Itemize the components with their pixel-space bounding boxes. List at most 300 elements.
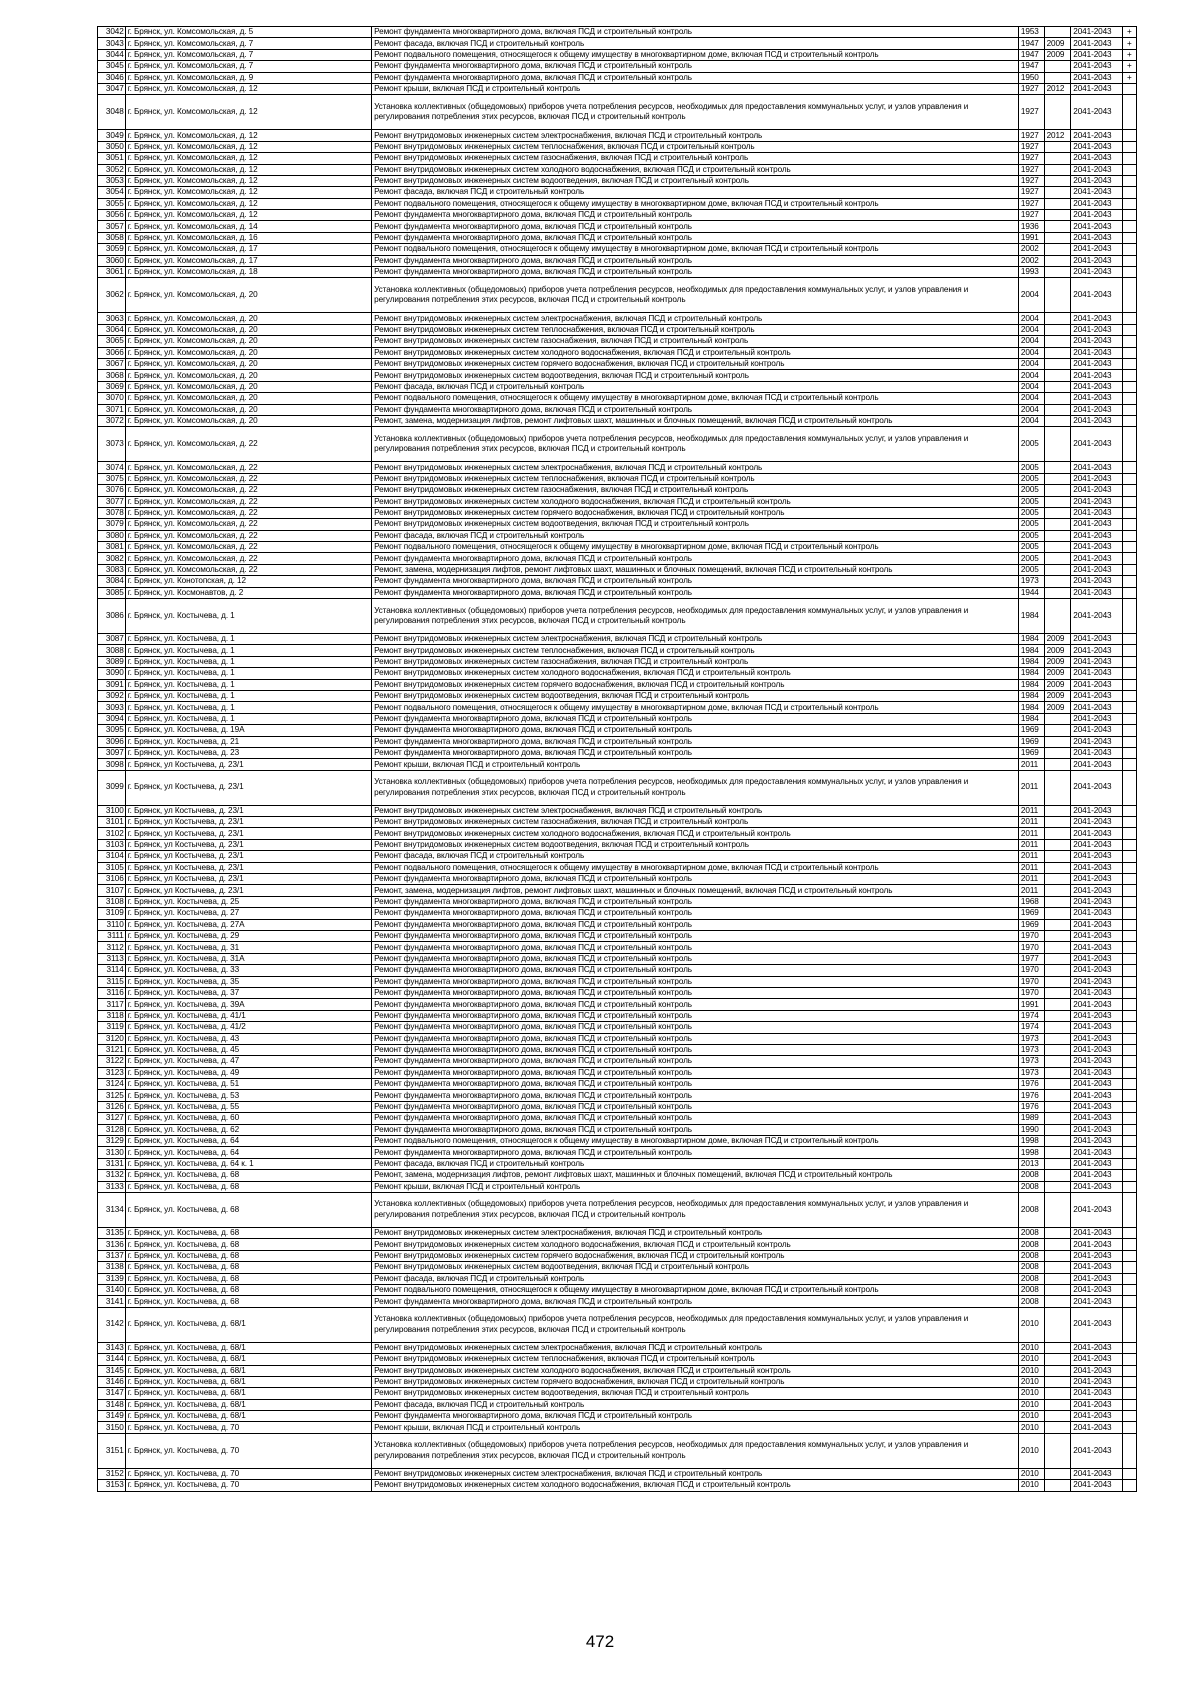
- address-cell: г. Брянск, ул. Костычева, д. 68/1: [125, 1376, 371, 1387]
- year-built-cell: 2004: [1018, 404, 1044, 415]
- row-number-cell: 3076: [98, 485, 126, 496]
- address-cell: г. Брянск, ул. Космонавтов, д. 2: [125, 587, 371, 598]
- work-type-cell: Ремонт фасада, включая ПСД и строительный контроль: [372, 1158, 1019, 1169]
- mark-cell: [1122, 759, 1136, 770]
- table-row: [98, 370, 1137, 381]
- year-built-cell: 1984: [1018, 599, 1044, 634]
- address-cell: г. Брянск, ул Костычева, д. 23/1: [125, 805, 371, 816]
- table-row: [98, 999, 1137, 1010]
- row-number-cell: 3087: [98, 634, 126, 645]
- row-number-cell: 3123: [98, 1067, 126, 1078]
- planned-period-cell: 2041-2043: [1071, 141, 1122, 152]
- address-cell: г. Брянск, ул. Костычева, д. 70: [125, 1433, 371, 1468]
- year-built-cell: 2004: [1018, 347, 1044, 358]
- planned-period-cell: 2041-2043: [1071, 702, 1122, 713]
- work-type-cell: Ремонт фундамента многоквартирного дома, включая ПСД и строительный контроль: [372, 919, 1019, 930]
- mark-cell: [1122, 587, 1136, 598]
- row-number-cell: 3114: [98, 965, 126, 976]
- year-built-cell: 2004: [1018, 381, 1044, 392]
- last-repair-year-cell: 2009: [1044, 679, 1071, 690]
- table-row: [98, 198, 1137, 209]
- planned-period-cell: 2041-2043: [1071, 530, 1122, 541]
- planned-period-cell: 2041-2043: [1071, 1044, 1122, 1055]
- last-repair-year-cell: [1044, 1044, 1071, 1055]
- row-number-cell: 3111: [98, 931, 126, 942]
- row-number-cell: 3105: [98, 862, 126, 873]
- mark-cell: [1122, 965, 1136, 976]
- year-built-cell: 2008: [1018, 1181, 1044, 1192]
- row-number-cell: 3103: [98, 839, 126, 850]
- row-number-cell: 3084: [98, 576, 126, 587]
- table-row: [98, 1273, 1137, 1284]
- planned-period-cell: 2041-2043: [1071, 267, 1122, 278]
- work-type-cell: Ремонт фундамента многоквартирного дома, включая ПСД и строительный контроль: [372, 210, 1019, 221]
- row-number-cell: 3147: [98, 1388, 126, 1399]
- address-cell: г. Брянск, ул. Костычева, д. 68/1: [125, 1388, 371, 1399]
- table-row: [98, 267, 1137, 278]
- last-repair-year-cell: [1044, 347, 1071, 358]
- row-number-cell: 3146: [98, 1376, 126, 1387]
- mark-cell: [1122, 232, 1136, 243]
- year-built-cell: 2005: [1018, 485, 1044, 496]
- last-repair-year-cell: [1044, 1284, 1071, 1295]
- address-cell: г. Брянск, ул. Комсомольская, д. 20: [125, 358, 371, 369]
- year-built-cell: 2005: [1018, 542, 1044, 553]
- mark-cell: [1122, 1480, 1136, 1491]
- work-type-cell: Ремонт подвального помещения, относящегося к общему имуществу в многоквартирном доме, включая ПСД и строительный контроль: [372, 49, 1019, 60]
- mark-cell: +: [1122, 38, 1136, 49]
- last-repair-year-cell: [1044, 153, 1071, 164]
- last-repair-year-cell: [1044, 736, 1071, 747]
- mark-cell: [1122, 931, 1136, 942]
- work-type-cell: Ремонт крыши, включая ПСД и строительный контроль: [372, 759, 1019, 770]
- table-row: [98, 1158, 1137, 1169]
- work-type-cell: Ремонт внутридомовых инженерных систем газоснабжения, включая ПСД и строительный контроль: [372, 336, 1019, 347]
- year-built-cell: 1989: [1018, 1113, 1044, 1124]
- work-type-cell: Ремонт внутридомовых инженерных систем горячего водоснабжения, включая ПСД и строительный контроль: [372, 1250, 1019, 1261]
- address-cell: г. Брянск, ул Костычева, д. 23/1: [125, 759, 371, 770]
- work-type-cell: Ремонт фундамента многоквартирного дома, включая ПСД и строительный контроль: [372, 1044, 1019, 1055]
- mark-cell: [1122, 1067, 1136, 1078]
- mark-cell: [1122, 987, 1136, 998]
- row-number-cell: 3046: [98, 72, 126, 83]
- row-number-cell: 3059: [98, 244, 126, 255]
- row-number-cell: 3133: [98, 1181, 126, 1192]
- mark-cell: [1122, 942, 1136, 953]
- work-type-cell: Ремонт фундамента многоквартирного дома, включая ПСД и строительный контроль: [372, 713, 1019, 724]
- row-number-cell: 3099: [98, 770, 126, 805]
- row-number-cell: 3089: [98, 656, 126, 667]
- table-row: [98, 1010, 1137, 1021]
- mark-cell: [1122, 83, 1136, 94]
- work-type-cell: Ремонт внутридомовых инженерных систем горячего водоснабжения, включая ПСД и строительный контроль: [372, 679, 1019, 690]
- address-cell: г. Брянск, ул. Костычева, д. 1: [125, 702, 371, 713]
- last-repair-year-cell: [1044, 27, 1071, 38]
- row-number-cell: 3106: [98, 874, 126, 885]
- mark-cell: [1122, 725, 1136, 736]
- planned-period-cell: 2041-2043: [1071, 415, 1122, 426]
- mark-cell: [1122, 1239, 1136, 1250]
- planned-period-cell: 2041-2043: [1071, 1010, 1122, 1021]
- planned-period-cell: 2041-2043: [1071, 1192, 1122, 1227]
- last-repair-year-cell: [1044, 1158, 1071, 1169]
- last-repair-year-cell: [1044, 278, 1071, 313]
- row-number-cell: 3149: [98, 1411, 126, 1422]
- work-type-cell: Ремонт подвального помещения, относящегося к общему имуществу в многоквартирном доме, включая ПСД и строительный контроль: [372, 1284, 1019, 1295]
- last-repair-year-cell: [1044, 542, 1071, 553]
- row-number-cell: 3125: [98, 1090, 126, 1101]
- table-row: [98, 851, 1137, 862]
- work-type-cell: Ремонт внутридомовых инженерных систем теплоснабжения, включая ПСД и строительный контроль: [372, 473, 1019, 484]
- row-number-cell: 3131: [98, 1158, 126, 1169]
- address-cell: г. Брянск, ул. Костычева, д. 41/1: [125, 1010, 371, 1021]
- last-repair-year-cell: [1044, 232, 1071, 243]
- planned-period-cell: 2041-2043: [1071, 427, 1122, 462]
- last-repair-year-cell: [1044, 1250, 1071, 1261]
- year-built-cell: 2005: [1018, 462, 1044, 473]
- mark-cell: [1122, 1079, 1136, 1090]
- year-built-cell: 2004: [1018, 415, 1044, 426]
- work-type-cell: Ремонт внутридомовых инженерных систем водоотведения, включая ПСД и строительный контроль: [372, 839, 1019, 850]
- table-row: [98, 690, 1137, 701]
- mark-cell: [1122, 210, 1136, 221]
- address-cell: г. Брянск, ул. Комсомольская, д. 20: [125, 313, 371, 324]
- work-type-cell: Ремонт внутридомовых инженерных систем электроснабжения, включая ПСД и строительный контроль: [372, 130, 1019, 141]
- planned-period-cell: 2041-2043: [1071, 1468, 1122, 1479]
- work-type-cell: Ремонт фундамента многоквартирного дома, включая ПСД и строительный контроль: [372, 747, 1019, 758]
- last-repair-year-cell: [1044, 553, 1071, 564]
- address-cell: г. Брянск, ул. Костычева, д. 47: [125, 1056, 371, 1067]
- work-type-cell: Ремонт фундамента многоквартирного дома, включая ПСД и строительный контроль: [372, 267, 1019, 278]
- last-repair-year-cell: [1044, 805, 1071, 816]
- work-type-cell: Установка коллективных (общедомовых) приборов учета потребления ресурсов, необходимых для предоставления коммунальных услуг, и узлов управления и регулирования потребления этих ресурсов, включая ПСД и строительный контроль: [372, 278, 1019, 313]
- last-repair-year-cell: [1044, 1022, 1071, 1033]
- address-cell: г. Брянск, ул. Комсомольская, д. 20: [125, 336, 371, 347]
- year-built-cell: 1927: [1018, 198, 1044, 209]
- year-built-cell: 1927: [1018, 187, 1044, 198]
- row-number-cell: 3050: [98, 141, 126, 152]
- work-type-cell: Ремонт фундамента многоквартирного дома, включая ПСД и строительный контроль: [372, 1090, 1019, 1101]
- mark-cell: [1122, 1170, 1136, 1181]
- planned-period-cell: 2041-2043: [1071, 553, 1122, 564]
- table-row: [98, 1284, 1137, 1295]
- planned-period-cell: 2041-2043: [1071, 1411, 1122, 1422]
- mark-cell: +: [1122, 49, 1136, 60]
- table-row: [98, 987, 1137, 998]
- last-repair-year-cell: [1044, 210, 1071, 221]
- address-cell: г. Брянск, ул. Костычева, д. 68: [125, 1239, 371, 1250]
- last-repair-year-cell: [1044, 164, 1071, 175]
- last-repair-year-cell: [1044, 919, 1071, 930]
- last-repair-year-cell: [1044, 885, 1071, 896]
- work-type-cell: Ремонт подвального помещения, относящегося к общему имуществу в многоквартирном доме, включая ПСД и строительный контроль: [372, 244, 1019, 255]
- work-type-cell: Ремонт фундамента многоквартирного дома, включая ПСД и строительный контроль: [372, 61, 1019, 72]
- mark-cell: [1122, 324, 1136, 335]
- year-built-cell: 2010: [1018, 1365, 1044, 1376]
- table-row: [98, 1192, 1137, 1227]
- planned-period-cell: 2041-2043: [1071, 1067, 1122, 1078]
- work-type-cell: Ремонт внутридомовых инженерных систем холодного водоснабжения, включая ПСД и строительный контроль: [372, 1239, 1019, 1250]
- address-cell: г. Брянск, ул. Комсомольская, д. 17: [125, 244, 371, 255]
- planned-period-cell: 2041-2043: [1071, 1239, 1122, 1250]
- planned-period-cell: 2041-2043: [1071, 805, 1122, 816]
- work-type-cell: Ремонт крыши, включая ПСД и строительный контроль: [372, 1422, 1019, 1433]
- planned-period-cell: 2041-2043: [1071, 1124, 1122, 1135]
- planned-period-cell: 2041-2043: [1071, 358, 1122, 369]
- address-cell: г. Брянск, ул. Костычева, д. 1: [125, 668, 371, 679]
- planned-period-cell: 2041-2043: [1071, 770, 1122, 805]
- work-type-cell: Установка коллективных (общедомовых) приборов учета потребления ресурсов, необходимых для предоставления коммунальных услуг, и узлов управления и регулирования потребления этих ресурсов, включая ПСД и строительный контроль: [372, 1433, 1019, 1468]
- last-repair-year-cell: [1044, 1239, 1071, 1250]
- year-built-cell: 1984: [1018, 634, 1044, 645]
- last-repair-year-cell: [1044, 713, 1071, 724]
- work-type-cell: Ремонт внутридомовых инженерных систем электроснабжения, включая ПСД и строительный контроль: [372, 462, 1019, 473]
- mark-cell: [1122, 1422, 1136, 1433]
- last-repair-year-cell: [1044, 313, 1071, 324]
- row-number-cell: 3152: [98, 1468, 126, 1479]
- address-cell: г. Брянск, ул. Комсомольская, д. 9: [125, 72, 371, 83]
- year-built-cell: 1984: [1018, 690, 1044, 701]
- address-cell: г. Брянск, ул. Костычева, д. 39А: [125, 999, 371, 1010]
- address-cell: г. Брянск, ул. Костычева, д. 37: [125, 987, 371, 998]
- last-repair-year-cell: [1044, 370, 1071, 381]
- table-row: [98, 278, 1137, 313]
- mark-cell: [1122, 1090, 1136, 1101]
- address-cell: г. Брянск, ул. Комсомольская, д. 18: [125, 267, 371, 278]
- work-type-cell: Ремонт фундамента многоквартирного дома, включая ПСД и строительный контроль: [372, 931, 1019, 942]
- mark-cell: [1122, 885, 1136, 896]
- table-row: [98, 817, 1137, 828]
- planned-period-cell: 2041-2043: [1071, 747, 1122, 758]
- table-row: [98, 496, 1137, 507]
- address-cell: г. Брянск, ул. Комсомольская, д. 12: [125, 164, 371, 175]
- year-built-cell: 2010: [1018, 1307, 1044, 1342]
- table-row: [98, 210, 1137, 221]
- year-built-cell: 2010: [1018, 1354, 1044, 1365]
- table-row: [98, 519, 1137, 530]
- address-cell: г. Брянск, ул. Конотопская, д. 12: [125, 576, 371, 587]
- table-row: [98, 324, 1137, 335]
- last-repair-year-cell: [1044, 587, 1071, 598]
- table-row: [98, 485, 1137, 496]
- address-cell: г. Брянск, ул. Костычева, д. 68: [125, 1284, 371, 1295]
- address-cell: г. Брянск, ул. Костычева, д. 31: [125, 942, 371, 953]
- planned-period-cell: 2041-2043: [1071, 381, 1122, 392]
- planned-period-cell: 2041-2043: [1071, 130, 1122, 141]
- address-cell: г. Брянск, ул. Костычева, д. 27: [125, 908, 371, 919]
- mark-cell: [1122, 1376, 1136, 1387]
- last-repair-year-cell: [1044, 415, 1071, 426]
- address-cell: г. Брянск, ул. Костычева, д. 23: [125, 747, 371, 758]
- year-built-cell: 1991: [1018, 232, 1044, 243]
- address-cell: г. Брянск, ул. Костычева, д. 68/1: [125, 1411, 371, 1422]
- last-repair-year-cell: [1044, 564, 1071, 575]
- address-cell: г. Брянск, ул. Костычева, д. 68: [125, 1250, 371, 1261]
- planned-period-cell: 2041-2043: [1071, 255, 1122, 266]
- planned-period-cell: 2041-2043: [1071, 817, 1122, 828]
- table-body: [98, 27, 1137, 1492]
- address-cell: г. Брянск, ул. Костычева, д. 35: [125, 976, 371, 987]
- work-type-cell: Установка коллективных (общедомовых) приборов учета потребления ресурсов, необходимых для предоставления коммунальных услуг, и узлов управления и регулирования потребления этих ресурсов, включая ПСД и строительный контроль: [372, 95, 1019, 130]
- last-repair-year-cell: [1044, 267, 1071, 278]
- mark-cell: [1122, 473, 1136, 484]
- year-built-cell: 2004: [1018, 336, 1044, 347]
- mark-cell: [1122, 358, 1136, 369]
- row-number-cell: 3091: [98, 679, 126, 690]
- last-repair-year-cell: [1044, 336, 1071, 347]
- row-number-cell: 3104: [98, 851, 126, 862]
- mark-cell: [1122, 198, 1136, 209]
- table-row: [98, 1262, 1137, 1273]
- address-cell: г. Брянск, ул. Костычева, д. 45: [125, 1044, 371, 1055]
- address-cell: г. Брянск, ул Костычева, д. 23/1: [125, 862, 371, 873]
- mark-cell: [1122, 851, 1136, 862]
- last-repair-year-cell: [1044, 381, 1071, 392]
- last-repair-year-cell: [1044, 1399, 1071, 1410]
- mark-cell: [1122, 244, 1136, 255]
- mark-cell: [1122, 1181, 1136, 1192]
- year-built-cell: 1927: [1018, 95, 1044, 130]
- address-cell: г. Брянск, ул. Комсомольская, д. 22: [125, 553, 371, 564]
- year-built-cell: 2005: [1018, 496, 1044, 507]
- planned-period-cell: 2041-2043: [1071, 1147, 1122, 1158]
- row-number-cell: 3045: [98, 61, 126, 72]
- last-repair-year-cell: [1044, 1468, 1071, 1479]
- table-row: [98, 130, 1137, 141]
- row-number-cell: 3127: [98, 1113, 126, 1124]
- planned-period-cell: 2041-2043: [1071, 1170, 1122, 1181]
- planned-period-cell: 2041-2043: [1071, 336, 1122, 347]
- address-cell: г. Брянск, ул Костычева, д. 23/1: [125, 885, 371, 896]
- planned-period-cell: 2041-2043: [1071, 1422, 1122, 1433]
- planned-period-cell: 2041-2043: [1071, 690, 1122, 701]
- table-row: [98, 599, 1137, 634]
- planned-period-cell: 2041-2043: [1071, 496, 1122, 507]
- table-row: [98, 187, 1137, 198]
- row-number-cell: 3096: [98, 736, 126, 747]
- mark-cell: [1122, 747, 1136, 758]
- mark-cell: [1122, 462, 1136, 473]
- address-cell: г. Брянск, ул. Комсомольская, д. 12: [125, 175, 371, 186]
- last-repair-year-cell: [1044, 851, 1071, 862]
- last-repair-year-cell: [1044, 1090, 1071, 1101]
- table-row: [98, 805, 1137, 816]
- planned-period-cell: 2041-2043: [1071, 656, 1122, 667]
- address-cell: г. Брянск, ул. Комсомольская, д. 12: [125, 130, 371, 141]
- last-repair-year-cell: [1044, 1411, 1071, 1422]
- row-number-cell: 3072: [98, 415, 126, 426]
- last-repair-year-cell: [1044, 1376, 1071, 1387]
- address-cell: г. Брянск, ул. Комсомольская, д. 22: [125, 427, 371, 462]
- year-built-cell: 1969: [1018, 725, 1044, 736]
- row-number-cell: 3075: [98, 473, 126, 484]
- row-number-cell: 3126: [98, 1101, 126, 1112]
- last-repair-year-cell: [1044, 931, 1071, 942]
- planned-period-cell: 2041-2043: [1071, 919, 1122, 930]
- work-type-cell: Ремонт подвального помещения, относящегося к общему имуществу в многоквартирном доме, включая ПСД и строительный контроль: [372, 862, 1019, 873]
- row-number-cell: 3113: [98, 953, 126, 964]
- last-repair-year-cell: [1044, 1010, 1071, 1021]
- year-built-cell: 2013: [1018, 1158, 1044, 1169]
- last-repair-year-cell: [1044, 244, 1071, 255]
- year-built-cell: 1976: [1018, 1090, 1044, 1101]
- year-built-cell: 2010: [1018, 1433, 1044, 1468]
- year-built-cell: 1970: [1018, 976, 1044, 987]
- mark-cell: [1122, 1365, 1136, 1376]
- year-built-cell: 1998: [1018, 1136, 1044, 1147]
- address-cell: г. Брянск, ул. Комсомольская, д. 12: [125, 187, 371, 198]
- year-built-cell: 1970: [1018, 942, 1044, 953]
- table-row: [98, 1033, 1137, 1044]
- year-built-cell: 1927: [1018, 210, 1044, 221]
- address-cell: г. Брянск, ул. Комсомольская, д. 20: [125, 370, 371, 381]
- table-row: [98, 919, 1137, 930]
- mark-cell: [1122, 1158, 1136, 1169]
- table-row: [98, 931, 1137, 942]
- year-built-cell: 1947: [1018, 38, 1044, 49]
- planned-period-cell: 2041-2043: [1071, 1342, 1122, 1353]
- mark-cell: [1122, 817, 1136, 828]
- mark-cell: [1122, 553, 1136, 564]
- address-cell: г. Брянск, ул. Комсомольская, д. 22: [125, 473, 371, 484]
- table-row: [98, 153, 1137, 164]
- year-built-cell: 2002: [1018, 244, 1044, 255]
- planned-period-cell: 2041-2043: [1071, 462, 1122, 473]
- address-cell: г. Брянск, ул Костычева, д. 23/1: [125, 828, 371, 839]
- last-repair-year-cell: 2009: [1044, 645, 1071, 656]
- address-cell: г. Брянск, ул. Костычева, д. 64: [125, 1136, 371, 1147]
- address-cell: г. Брянск, ул. Комсомольская, д. 20: [125, 324, 371, 335]
- table-row: [98, 1342, 1137, 1353]
- row-number-cell: 3141: [98, 1296, 126, 1307]
- work-type-cell: Ремонт внутридомовых инженерных систем холодного водоснабжения, включая ПСД и строительный контроль: [372, 164, 1019, 175]
- year-built-cell: 1984: [1018, 656, 1044, 667]
- address-cell: г. Брянск, ул. Комсомольская, д. 14: [125, 221, 371, 232]
- work-type-cell: Ремонт фундамента многоквартирного дома, включая ПСД и строительный контроль: [372, 725, 1019, 736]
- mark-cell: [1122, 1022, 1136, 1033]
- mark-cell: [1122, 976, 1136, 987]
- mark-cell: [1122, 564, 1136, 575]
- table-row: [98, 874, 1137, 885]
- year-built-cell: 1976: [1018, 1101, 1044, 1112]
- row-number-cell: 3134: [98, 1192, 126, 1227]
- row-number-cell: 3051: [98, 153, 126, 164]
- work-type-cell: Установка коллективных (общедомовых) приборов учета потребления ресурсов, необходимых для предоставления коммунальных услуг, и узлов управления и регулирования потребления этих ресурсов, включая ПСД и строительный контроль: [372, 1192, 1019, 1227]
- work-type-cell: Ремонт фасада, включая ПСД и строительный контроль: [372, 381, 1019, 392]
- work-type-cell: Ремонт внутридомовых инженерных систем холодного водоснабжения, включая ПСД и строительный контроль: [372, 828, 1019, 839]
- row-number-cell: 3074: [98, 462, 126, 473]
- year-built-cell: 1993: [1018, 267, 1044, 278]
- year-built-cell: 1984: [1018, 702, 1044, 713]
- table-row: [98, 1480, 1137, 1491]
- row-number-cell: 3094: [98, 713, 126, 724]
- mark-cell: [1122, 1262, 1136, 1273]
- mark-cell: [1122, 404, 1136, 415]
- row-number-cell: 3083: [98, 564, 126, 575]
- planned-period-cell: 2041-2043: [1071, 1136, 1122, 1147]
- address-cell: г. Брянск, ул Костычева, д. 23/1: [125, 817, 371, 828]
- row-number-cell: 3093: [98, 702, 126, 713]
- year-built-cell: 2002: [1018, 255, 1044, 266]
- address-cell: г. Брянск, ул. Комсомольская, д. 7: [125, 61, 371, 72]
- year-built-cell: 2011: [1018, 839, 1044, 850]
- work-type-cell: Ремонт фундамента многоквартирного дома, включая ПСД и строительный контроль: [372, 1411, 1019, 1422]
- row-number-cell: 3144: [98, 1354, 126, 1365]
- last-repair-year-cell: [1044, 1101, 1071, 1112]
- year-built-cell: 2011: [1018, 770, 1044, 805]
- row-number-cell: 3121: [98, 1044, 126, 1055]
- address-cell: г. Брянск, ул. Комсомольская, д. 12: [125, 141, 371, 152]
